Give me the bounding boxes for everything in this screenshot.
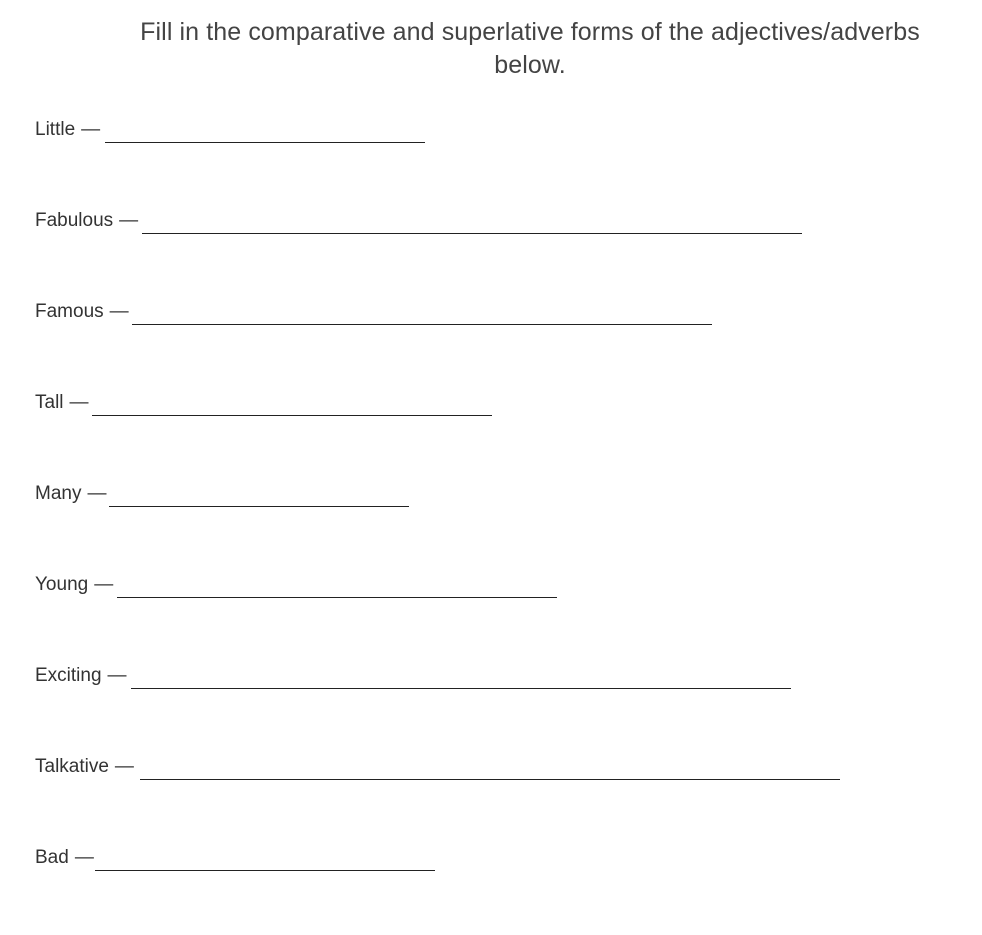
item-dash: — (74, 847, 94, 868)
item-label (35, 573, 113, 597)
item-dash: — (107, 665, 127, 686)
item-word: Talkative (35, 756, 109, 777)
answer-blank-line[interactable] (117, 597, 557, 598)
item-label (35, 482, 106, 506)
answer-blank-line[interactable] (92, 415, 492, 416)
answer-blank-line[interactable] (131, 688, 791, 689)
answer-blank-line[interactable] (140, 779, 840, 780)
worksheet-instructions: Fill in the comparative and superlative forms of the adjectives/adverbs below. (140, 18, 920, 79)
answer-blank-line[interactable] (132, 324, 712, 325)
item-dash: — (114, 756, 134, 777)
item-label (35, 846, 94, 870)
worksheet-item-many (35, 480, 935, 571)
item-dash: — (109, 301, 129, 322)
item-word: Famous (35, 301, 104, 322)
item-dash: — (69, 392, 89, 413)
item-label (35, 300, 129, 324)
worksheet-list (35, 116, 935, 935)
item-word: Exciting (35, 665, 102, 686)
item-label (35, 118, 100, 142)
worksheet-item-tall (35, 389, 935, 480)
worksheet-item-little (35, 116, 935, 207)
worksheet-item-exciting (35, 662, 935, 753)
item-dash: — (81, 119, 101, 140)
worksheet-item-bad (35, 844, 935, 935)
item-dash: — (94, 574, 114, 595)
item-word: Fabulous (35, 210, 114, 231)
answer-blank-line[interactable] (109, 506, 409, 507)
item-label (35, 209, 138, 233)
worksheet-item-fabulous (35, 207, 935, 298)
item-word: Bad (35, 847, 69, 868)
item-dash: — (87, 483, 107, 504)
worksheet-item-young (35, 571, 935, 662)
item-word: Many (35, 483, 82, 504)
item-dash: — (119, 210, 139, 231)
answer-blank-line[interactable] (105, 142, 425, 143)
item-label (35, 755, 134, 779)
item-word: Little (35, 119, 76, 140)
worksheet-item-famous (35, 298, 935, 389)
item-label (35, 664, 127, 688)
answer-blank-line[interactable] (95, 870, 435, 871)
item-word: Tall (35, 392, 64, 413)
worksheet-item-talkative (35, 753, 935, 844)
item-label (35, 391, 89, 415)
answer-blank-line[interactable] (142, 233, 802, 234)
item-word: Young (35, 574, 89, 595)
